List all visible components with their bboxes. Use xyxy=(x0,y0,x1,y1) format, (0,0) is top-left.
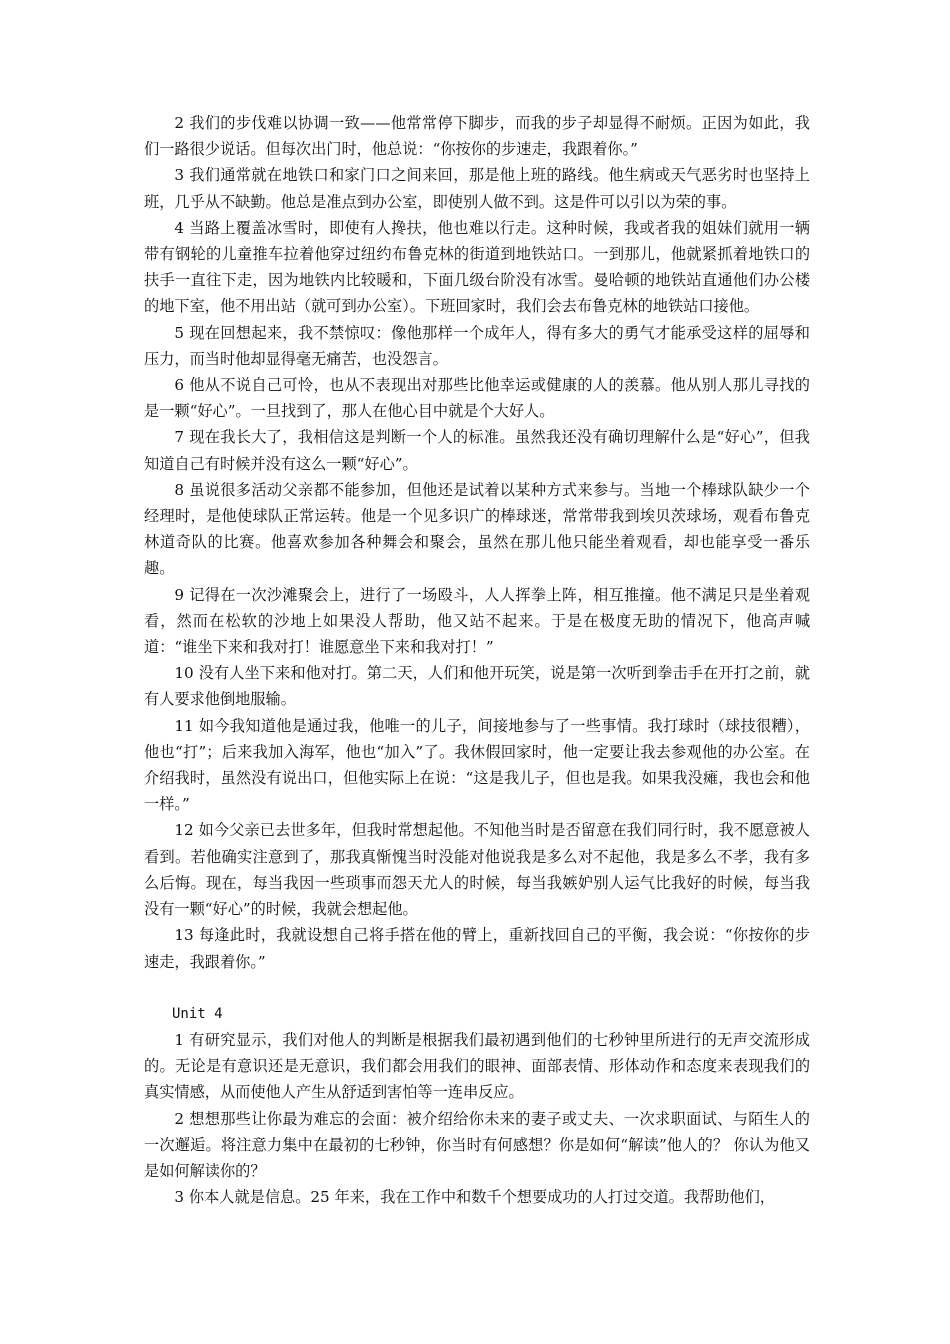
paragraph-9: 9 记得在一次沙滩聚会上，进行了一场殴斗，人人挥拳上阵，相互推撞。他不满足只是坐着观看，然而在松软的沙地上如果没人帮助，他又站不起来。于是在极度无助的情况下，他高声喊道：“谁坐下来和我对打！谁愿意坐下来和我对打！” xyxy=(144,585,810,657)
paragraph-13: 13 每逢此时，我就设想自己将手搭在他的臂上，重新找回自己的平衡，我会说：“你按你的步速走，我跟着你。” xyxy=(144,926,810,971)
section-unit-4 xyxy=(144,1001,810,1211)
unit4-paragraph-3: 3 你本人就是信息。25 年来，我在工作中和数千个想要成功的人打过交道。我帮助他们， xyxy=(174,1188,775,1207)
section-gap xyxy=(144,975,810,1001)
paragraph-7: 7 现在我长大了，我相信这是判断一个人的标准。虽然我还没有确切理解什么是“好心”，但我知道自己有时候并没有这么一颗“好心”。 xyxy=(144,428,810,473)
paragraph-3: 3 我们通常就在地铁口和家门口之间来回，那是他上班的路线。他生病或天气恶劣时也坚持上班，几乎从不缺勤。他总是准点到办公室，即使别人做不到。这是件可以引以为荣的事。 xyxy=(144,166,810,211)
paragraph-5: 5 现在回想起来，我不禁惊叹：像他那样一个成年人，得有多大的勇气才能承受这样的屈辱和压力，而当时他却显得毫无痛苦，也没怨言。 xyxy=(144,323,810,368)
unit4-paragraph-2: 2 想想那些让你最为难忘的会面：被介绍给你未来的妻子或丈夫、一次求职面试、与陌生人的一次邂逅。将注意力集中在最初的七秒钟，你当时有何感想？你是如何“解读”他人的？ 你认为他又是如何解读你的？ xyxy=(144,1109,810,1180)
paragraph-4: 4 当路上覆盖冰雪时，即使有人搀扶，他也难以行走。这种时候，我或者我的姐妹们就用一辆带有钢轮的儿童推车拉着他穿过纽约布鲁克林的街道到地铁站口。一到那儿，他就紧抓着地铁口的扶手一直往下走，因为地铁内比较暖和，下面几级台阶没有冰雪。曼哈顿的地铁站直通他们办公楼的地下室，他不用出站（就可到办公室）。下班回家时，我们会去布鲁克林的地铁站口接他。 xyxy=(144,218,810,316)
paragraph-6: 6 他从不说自己可怜，也从不表现出对那些比他幸运或健康的人的羡慕。他从别人那儿寻找的是一颗“好心”。一旦找到了，那人在他心目中就是个大好人。 xyxy=(144,376,810,421)
paragraph-12: 12 如今父亲已去世多年，但我时常想起他。不知他当时是否留意在我们同行时，我不愿意被人看到。若他确实注意到了，那我真惭愧当时没能对他说我是多么对不起他，我是多么不孝，我有多么后悔。现在，每当我因一些琐事而怨天尤人的时候，每当我嫉妒别人运气比我好的时候，每当我没有一颗“好心”的时候，我就会想起他。 xyxy=(144,821,810,919)
section-unit-3-continued xyxy=(144,110,810,975)
paragraph-11: 11 如今我知道他是通过我，他唯一的儿子，间接地参与了一些事情。我打球时（球技很糟），他也“打”；后来我加入海军，他也“加入”了。我休假回家时，他一定要让我去参观他的办公室。在介绍我时，虽然没有说出口，但他实际上在说：“这是我儿子，但也是我。如果我没瘫，我也会和他一样。” xyxy=(144,716,810,814)
paragraph-10: 10 没有人坐下来和他对打。第二天，人们和他开玩笑，说是第一次听到拳击手在开打之前，就有人要求他倒地服输。 xyxy=(144,664,810,709)
paragraph-8: 8 虽说很多活动父亲都不能参加，但他还是试着以某种方式来参与。当地一个棒球队缺少一个经理时，是他使球队正常运转。他是一个见多识广的棒球迷，常常带我到埃贝茨球场，观看布鲁克林道奇队的比赛。他喜欢参加各种舞会和聚会，虽然在那儿他只能坐着观看，却也能享受一番乐趣。 xyxy=(144,480,810,578)
paragraph-2: 2 我们的步伐难以协调一致——他常常停下脚步，而我的步子却显得不耐烦。正因为如此，我们一路很少说话。但每次出门时，他总说：“你按你的步速走，我跟着你。” xyxy=(144,114,810,159)
unit4-paragraph-1: 1 有研究显示，我们对他人的判断是根据我们最初遇到他们的七秒钟里所进行的无声交流形成的。无论是有意识还是无意识，我们都会用我们的眼神、面部表情、形体动作和态度来表现我们的真实情感，从而使他人产生从舒适到害怕等一连串反应。 xyxy=(144,1030,810,1102)
document-page xyxy=(144,110,810,1210)
unit-heading: Unit 4 xyxy=(172,1005,223,1022)
